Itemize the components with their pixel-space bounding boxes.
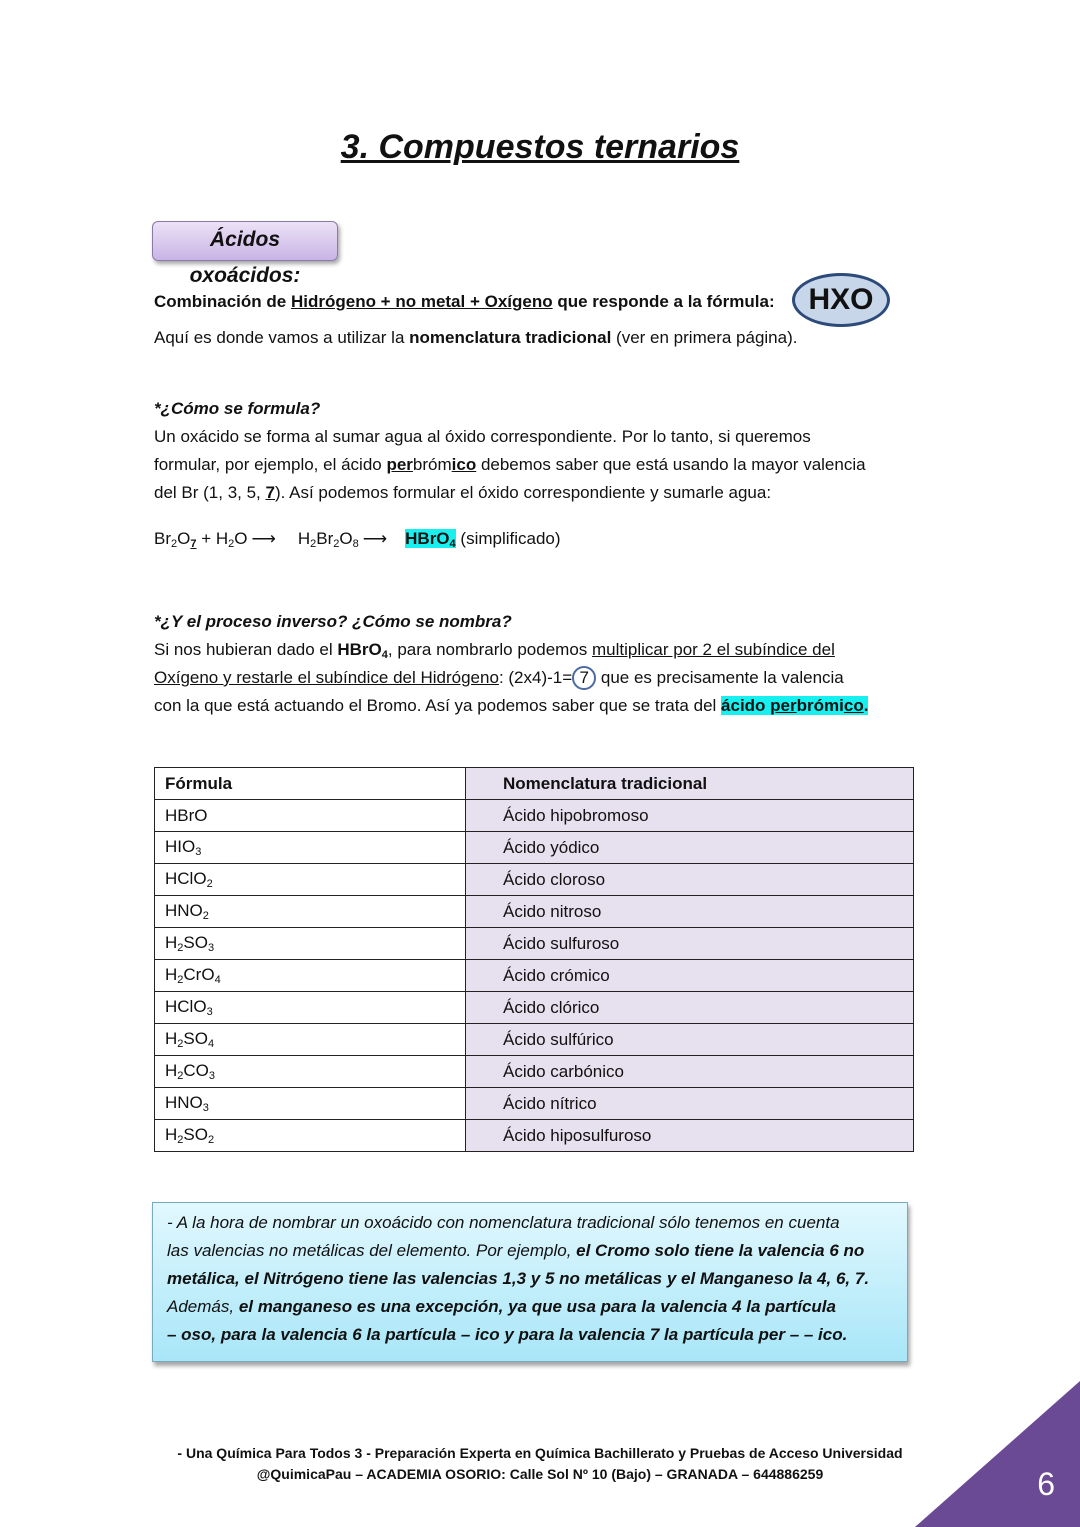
header-name: Nomenclatura tradicional	[466, 768, 914, 800]
note-line: metálica, el Nitrógeno tiene las valencias 1,3 y 5 no metálicas y el Manganeso la 4, 6, 7.	[167, 1269, 870, 1288]
name-cell: Ácido yódico	[466, 832, 914, 864]
arrow-icon: ⟶	[362, 529, 388, 548]
formulate-line-1: Un oxácido se forma al sumar agua al óxido correspondiente. Por lo tanto, si queremos	[154, 427, 811, 446]
formula-cell: HClO$_2$	[155, 864, 466, 896]
table-row	[155, 832, 914, 864]
note-line: las valencias no metálicas del elemento. Por ejemplo, el Cromo solo tiene la valencia 6 no	[167, 1241, 865, 1260]
note-line: Además, el manganeso es una excepción, ya que usa para la valencia 4 la partícula	[167, 1297, 836, 1316]
circled-seven: 7	[572, 666, 596, 690]
formula-cell: $H_2SO_3$	[155, 928, 466, 960]
arrow-icon: ⟶	[251, 529, 276, 548]
inverse-heading: *¿Y el proceso inverso? ¿Cómo se nombra?	[154, 612, 512, 631]
table-row	[155, 1120, 914, 1152]
formula-cell: $HIO_3$	[155, 832, 466, 864]
table-header-row	[155, 768, 914, 800]
formula-cell: $H_2SO_2$	[155, 1120, 466, 1152]
table-row	[155, 1088, 914, 1120]
formula-cell: $HNO_3$	[155, 1088, 466, 1120]
name-cell: Ácido carbónico	[466, 1056, 914, 1088]
table-row	[155, 928, 914, 960]
name-cell: Ácido nitroso	[466, 896, 914, 928]
footer: - Una Química Para Todos 3 - Preparación Experta en Química Bachillerato y Pruebas de Acceso Universidad @QuimicaPau – ACADEMIA OSORIO: Calle Sol Nº 10 (Bajo) – GRANADA – 644886259	[177, 1445, 903, 1482]
formula-cell: $HNO_2$	[155, 896, 466, 928]
note-box	[152, 1202, 908, 1362]
name-cell: Ácido clórico	[466, 992, 914, 1024]
inverse-line-3: con la que está actuando el Bromo. Así ya podemos saber que se trata del ácido perbrómico.	[154, 696, 869, 715]
name-cell: Ácido sulfúrico	[466, 1024, 914, 1056]
formulate-heading: *¿Cómo se formula?	[154, 399, 321, 418]
name-cell: Ácido sulfuroso	[466, 928, 914, 960]
table-row	[155, 1056, 914, 1088]
formula-cell: $H_2SO_4$	[155, 1024, 466, 1056]
note-line: - A la hora de nombrar un oxoácido con nomenclatura tradicional sólo tenemos en cuenta	[167, 1213, 840, 1232]
name-cell: Ácido nítrico	[466, 1088, 914, 1120]
intro-line-1: Combinación de Hidrógeno + no metal + Oxígeno que responde a la fórmula:	[154, 292, 775, 311]
formula-cell: HClO$_3$	[155, 992, 466, 1024]
table-row	[155, 864, 914, 896]
name-cell: Ácido hipobromoso	[466, 800, 914, 832]
formulate-line-2: formular, por ejemplo, el ácido perbrómico debemos saber que está usando la mayor valencia	[154, 455, 866, 474]
equation: $Br_2O_7 + H_2O$ ⟶ $H_2Br_2O_8$ ⟶ HBrO$_4$ (simplificado)	[154, 529, 561, 550]
table-row	[155, 896, 914, 928]
section-tag: Ácidos oxoácidos:	[152, 221, 338, 261]
header-formula: Fórmula	[155, 768, 466, 800]
intro-line-2: Aquí es donde vamos a utilizar la nomenclatura tradicional (ver en primera página).	[154, 328, 798, 347]
name-cell: Ácido cloroso	[466, 864, 914, 896]
page-title: 3. Compuestos ternarios	[340, 128, 740, 166]
formula-badge: HXO	[792, 273, 890, 327]
formula-cell: $H_2CrO_4$	[155, 960, 466, 992]
table-row	[155, 992, 914, 1024]
formulate-line-3: del Br (1, 3, 5, 7). Así podemos formular el óxido correspondiente y sumarle agua:	[154, 483, 772, 502]
inverse-line-1: Si nos hubieran dado el HBrO$_4$, para nombrarlo podemos multiplicar por 2 el subíndice del	[154, 640, 835, 661]
name-cell: Ácido hiposulfuroso	[466, 1120, 914, 1152]
corner-triangle	[915, 1381, 1080, 1527]
nomenclature-table	[154, 767, 914, 1152]
table-row	[155, 800, 914, 832]
formula-cell: HBrO	[155, 800, 466, 832]
table-row	[155, 960, 914, 992]
formula-cell: $H_2CO_3$	[155, 1056, 466, 1088]
name-cell: Ácido crómico	[466, 960, 914, 992]
note-line: – oso, para la valencia 6 la partícula – ico y para la valencia 7 la partícula per – – ico.	[167, 1325, 848, 1344]
page-number: 6	[1037, 1466, 1055, 1502]
table-row	[155, 1024, 914, 1056]
inverse-line-2: Oxígeno y restarle el subíndice del Hidrógeno: (2x4)-1= 7 que es precisamente la valencia	[154, 664, 844, 692]
